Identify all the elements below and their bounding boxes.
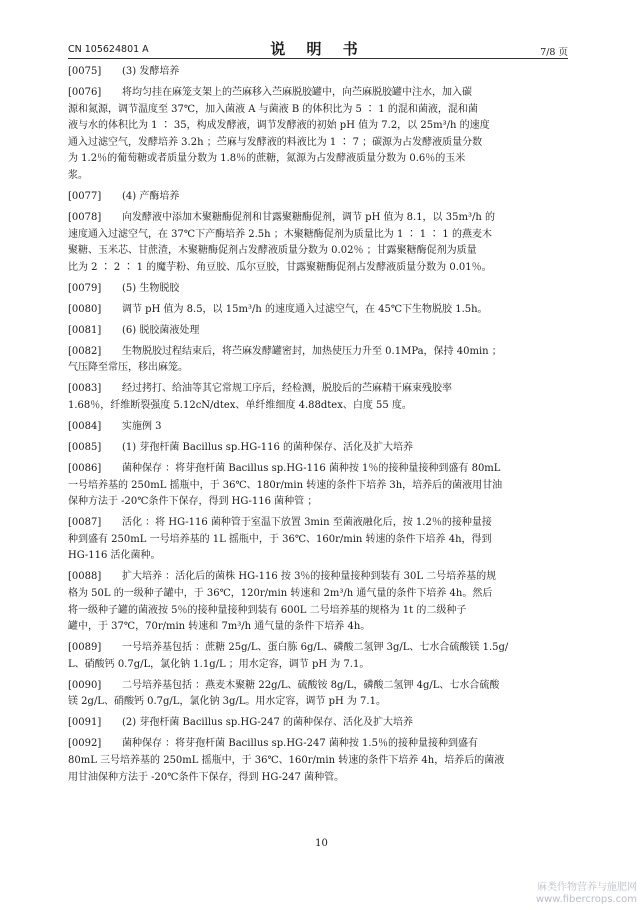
paragraph-number: [0078] (68, 212, 102, 223)
text-line: 源和氮源，调节温度至 37℃，加入菌液 A 与菌液 B 的体积比为 5 ∶ 1 的混和菌液，混和菌 (68, 103, 478, 115)
paragraph-number: [0082] (68, 345, 102, 357)
paragraph (68, 715, 573, 732)
text-line: 一号培养基包括 ：蔗糖 25g/L、蛋白胨 6g/L、磷酸二氢钾 3g/L、七水合硫酸镁 1.5g/ (122, 642, 509, 654)
paragraph (68, 323, 573, 340)
text-line: (4) 产酶培养 (122, 191, 180, 202)
text-line: 一号培养基的 250mL 摇瓶中，于 36℃、180r/min 转速的条件下培养 3h，培养后的菌液用甘油 (68, 479, 503, 491)
text-line: 为 1.2％的葡萄糖或者质量分数为 1.8％的蔗糖，氮源为占发酵液质量分数为 0.6％的玉米 (68, 153, 466, 165)
paragraph-number: [0085] (68, 442, 102, 453)
text-line: 经过拷打、给油等其它常规工序后，经检测，脱胶后的苎麻精干麻束残胶率 (122, 383, 452, 395)
site-watermark (536, 882, 637, 906)
paragraph (68, 419, 573, 436)
text-line: (2) 芽孢杆菌 Bacillus sp.HG-247 的菌种保存、活化及扩大培养 (122, 717, 414, 729)
text-line: 将一级种子罐的菌液按 5％的接种量接种到装有 600L 二号培养基的规格为 1t 的二级种子 (68, 604, 467, 616)
text-line: 80mL 三号培养基的 250mL 摇瓶中，于 36℃、160r/min 转速的条件下培养 4h，培养后的菌液 (68, 754, 505, 766)
document-title: 说 明 书 (270, 40, 366, 58)
patent-number: CN 105624801 A (68, 44, 149, 55)
paragraph (68, 515, 573, 565)
watermark-name: 麻类作物营养与施肥网 (537, 882, 637, 893)
text-line: 通入过滤空气，发酵培养 3.2h ；苎麻与发酵液的料液比为 1 ∶ 7 ；碳源为占发酵液质量分数 (68, 136, 483, 148)
text-line: 将均匀挂在麻笼支架上的苎麻移入苎麻脱胶罐中，向苎麻脱胶罐中注水，加入碳 (122, 87, 472, 98)
paragraph-number: [0075] (68, 66, 102, 77)
paragraph (68, 281, 573, 298)
paragraph (68, 85, 573, 185)
text-line: L、硝酸钙 0.7g/L，氯化钠 1.1g/L ；用水定容，调节 pH 为 7.1。 (68, 658, 370, 670)
text-line: 镁 2g/L、硝酸钙 0.7g/L，氯化钠 3g/L。用水定容，调节 pH 为 7.1。 (68, 696, 386, 708)
text-line: 二号培养基包括 ：燕麦木聚糖 22g/L、硫酸铵 8g/L，磷酸二氢钾 4g/L、七水合硫酸 (122, 679, 500, 691)
header-rule (68, 58, 568, 59)
text-line: (6) 脱胶菌液处理 (122, 324, 200, 336)
paragraph-number: [0089] (68, 642, 102, 654)
text-line: 实施例 3 (122, 421, 162, 432)
text-line: (1) 芽孢杆菌 Bacillus sp.HG-116 的菌种保存、活化及扩大培养 (122, 442, 414, 453)
paragraph-text (122, 302, 573, 319)
text-line: 调节 pH 值为 8.5，以 15m³/h 的速度通入过滤空气，在 45℃下生物脱胶 1.5h。 (122, 303, 488, 315)
paragraph-text (122, 189, 573, 206)
paragraph-number: [0084] (68, 421, 102, 432)
paragraph (68, 344, 573, 377)
paragraph-number: [0079] (68, 282, 102, 294)
text-line: 活化 ：将 HG-116 菌种管于室温下放置 3min 至菌液融化后，按 1.2％的接种量接 (122, 517, 492, 529)
page-number: 10 (315, 838, 328, 849)
text-line: 格为 50L 的一级种子罐中，于 36℃，120r/min 转速和 2m³/h 通气量的条件下培养 4h。然后 (68, 587, 493, 599)
text-line: 气压降至常压，移出麻笼。 (68, 362, 188, 374)
paragraph-number: [0087] (68, 517, 102, 529)
paragraph-number: [0081] (68, 324, 102, 336)
text-line: 种到盛有 250mL 一号培养基的 1L 摇瓶中，于 36℃、160r/min 转速的条件下培养 4h，得到 (68, 533, 492, 545)
text-line: 生物脱胶过程结束后，将苎麻发酵罐密封，加热使压力升至 0.1MPa，保持 40min ； (122, 345, 502, 357)
paragraph-text (122, 64, 573, 81)
text-line: 液与水的体积比为 1 ∶ 35，构成发酵液，调节发酵液的初始 pH 值为 7.2，以 25m³/h 的速度 (68, 120, 490, 132)
paragraph-text (122, 281, 573, 298)
paragraph-number: [0086] (68, 463, 102, 474)
paragraph (68, 678, 573, 711)
text-line: 用甘油保种方法于 -20℃条件下保存，得到 HG-247 菌种管。 (68, 771, 345, 783)
text-line: 聚糖、玉米芯、甘蔗渣，木聚糖酶促剂占发酵液质量分数为 0.02％ ；甘露聚糖酶促剂为质量 (68, 245, 477, 257)
paragraph (68, 440, 573, 457)
paragraph-number: [0077] (68, 191, 102, 202)
page-header (68, 26, 568, 66)
paragraph-text (122, 715, 573, 732)
watermark-url: www.fibercrops.com (535, 894, 637, 905)
text-line: 保种方法于 -20℃条件下保存，得到 HG-116 菌种管 ； (68, 496, 318, 508)
text-line: (3) 发酵培养 (122, 66, 180, 77)
text-line: (5) 生物脱胶 (122, 282, 180, 294)
paragraph (68, 381, 573, 414)
paragraph-text (122, 440, 573, 457)
paragraph (68, 640, 573, 673)
paragraph-number: [0083] (68, 383, 102, 395)
paragraph (68, 64, 573, 81)
text-line: 速度通入过滤空气，在 37℃下产酶培养 2.5h ；木聚糖酶促剂为质量比为 1 ∶ 1 ∶ 1 的燕麦木 (68, 228, 492, 240)
paragraph-number: [0091] (68, 717, 102, 729)
paragraph-number: [0088] (68, 571, 102, 583)
page-indicator: 7/8 页 (540, 47, 568, 58)
paragraph-number: [0080] (68, 303, 102, 315)
text-line: 1.68％，纤维断裂强度 5.12cN/dtex、单纤维细度 4.88dtex、白度 55 度。 (68, 399, 412, 411)
text-line: 罐中，于 37℃，70r/min 转速和 7m³/h 通气量的条件下培养 4h。 (68, 621, 371, 633)
text-line: 菌种保存 ：将芽孢杆菌 Bacillus sp.HG-247 菌种按 1.5％的接种量接种到盛有 (122, 738, 478, 750)
paragraph (68, 302, 573, 319)
paragraph (68, 569, 573, 635)
paragraph (68, 736, 573, 786)
paragraph-text (122, 323, 573, 340)
paragraph (68, 461, 573, 511)
paragraph-number: [0076] (68, 87, 102, 98)
text-line: 扩大培养 ：活化后的菌株 HG-116 按 3％的接种量接种到装有 30L 二号培养基的规 (122, 571, 497, 583)
text-line: 菌种保存 ：将芽孢杆菌 Bacillus sp.HG-116 菌种按 1％的接种量接种到盛有 80mL (122, 463, 501, 474)
paragraph-number: [0090] (68, 679, 102, 691)
text-line: 比为 2 ∶ 2 ∶ 1 的魔芋粉、角豆胶、瓜尔豆胶，甘露聚糖酶促剂占发酵液质量分数为 0.01％。 (68, 261, 492, 273)
paragraph (68, 189, 573, 206)
text-line: HG-116 活化菌种。 (68, 550, 161, 562)
text-line: 向发酵液中添加木聚糖酶促剂和甘露聚糖酶促剂，调节 pH 值为 8.1，以 35m³/h 的 (122, 212, 495, 223)
text-line: 浆。 (68, 169, 88, 181)
paragraph (68, 210, 573, 276)
paragraph-number: [0092] (68, 738, 102, 750)
paragraph-text (122, 419, 573, 436)
